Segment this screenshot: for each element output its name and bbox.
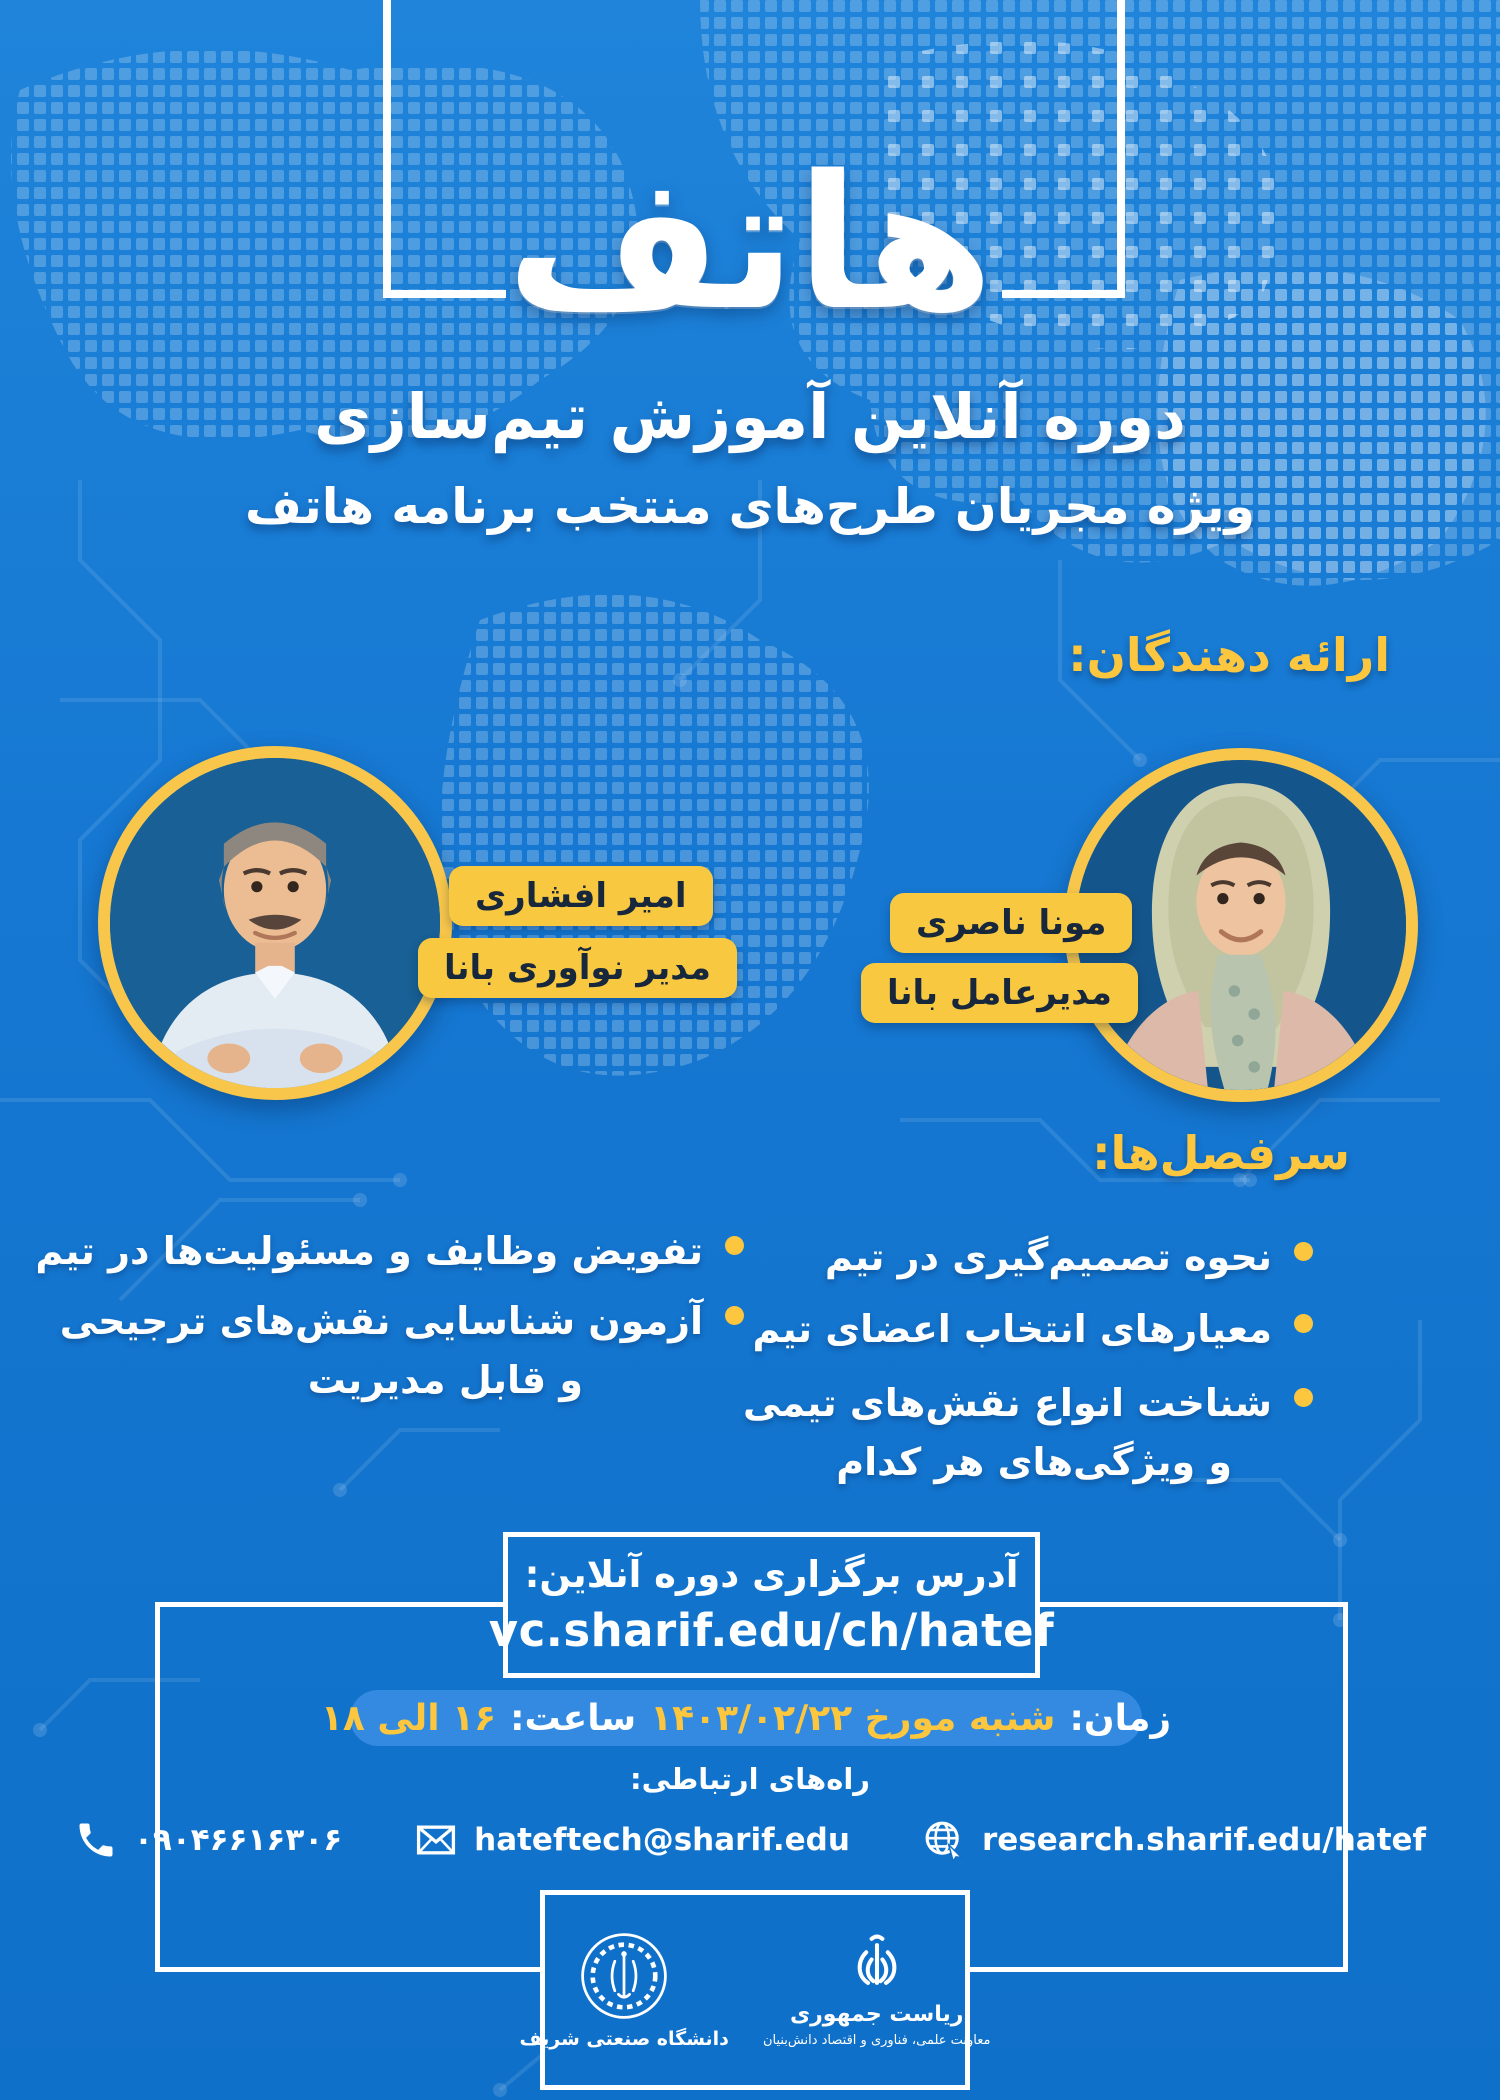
website-url: research.sharif.edu/hatef [981,1822,1427,1858]
presenter-name-amir: امیر افشاری [449,866,713,926]
poster-title: دوره آنلاین آموزش تیم‌سازی [314,380,1186,453]
man-avatar [110,758,440,1088]
contact-heading: راه‌های ارتباطی: [630,1762,870,1796]
bullet-dot-icon [1294,1314,1313,1333]
gov-title: ریاست جمهوری [789,2002,964,2027]
topic-text: نحوه تصمیم‌گیری در تیم [824,1235,1272,1279]
contact-email [414,1818,850,1862]
topic-item [60,1292,744,1410]
presenter-role-amir: مدیر نوآوری بانا [418,938,737,998]
event-date: شنبه مورخ ۱۴۰۳/۰۲/۲۲ [650,1697,1056,1739]
bullet-dot-icon [725,1236,744,1255]
poster-subtitle: ویژه مجریان طرح‌های منتخب برنامه هاتف [245,478,1255,535]
schedule-bar [320,1690,1172,1746]
topic-item [35,1222,744,1281]
email-icon [414,1818,458,1862]
gov-subtitle: معاونت علمی، فناوری و اقتصاد دانش‌بنیان [762,2033,991,2048]
phone-number: ۰۹۰۴۶۶۱۶۳۰۶ [133,1822,343,1858]
event-hours: ۱۶ الی ۱۸ [320,1697,497,1739]
presenter-photo-amir [98,746,452,1100]
contact-row [133,1818,1427,1862]
address-label: آدرس برگزاری دوره آنلاین: [524,1553,1019,1596]
presenter-role-mona: مدیرعامل بانا [861,963,1138,1023]
time-label: زمان: [1069,1697,1172,1739]
topic-item [752,1300,1313,1359]
sharif-university-name: دانشگاه صنعتی شریف [519,2028,729,2050]
topic-text: شناخت انواع نقش‌های تیمی [742,1381,1272,1425]
globe-icon [922,1818,966,1862]
topic-item [743,1374,1313,1492]
bullet-dot-icon [725,1306,744,1325]
hatef-logo: هاتف [506,135,994,351]
online-address-box [488,1532,1055,1678]
hour-label: ساعت: [510,1697,637,1739]
bullet-dot-icon [1294,1388,1313,1407]
topic-text: معیارهای انتخاب اعضای تیم [752,1307,1272,1351]
topic-item [825,1228,1313,1287]
presenters-heading: ارائه دهندگان: [1068,628,1390,682]
sharif-university-seal-icon [578,1930,670,2022]
bullet-dot-icon [1294,1242,1313,1261]
topics-heading: سرفصل‌ها: [1092,1126,1350,1180]
topic-text-line2: و ویژگی‌های هر کدام [836,1439,1232,1484]
topic-text-line2: و قابل مدیریت [307,1357,583,1402]
address-url: vc.sharif.edu/ch/hatef [488,1604,1055,1657]
email-address: hateftech@sharif.edu [474,1822,850,1858]
phone-icon [74,1818,118,1862]
contact-website [922,1818,1426,1862]
topic-text: آزمون شناسایی نقش‌های ترجیحی [59,1299,703,1343]
iran-emblem-icon [850,1932,904,1996]
government-logo-group [763,1932,991,2048]
presenter-name-mona: مونا ناصری [890,893,1132,953]
sharif-university-logo-group [519,1930,728,2050]
topic-text: تفویض وظایف و مسئولیت‌ها در تیم [35,1229,703,1273]
contact-phone [74,1818,342,1862]
footer-logos-box [519,1890,991,2090]
